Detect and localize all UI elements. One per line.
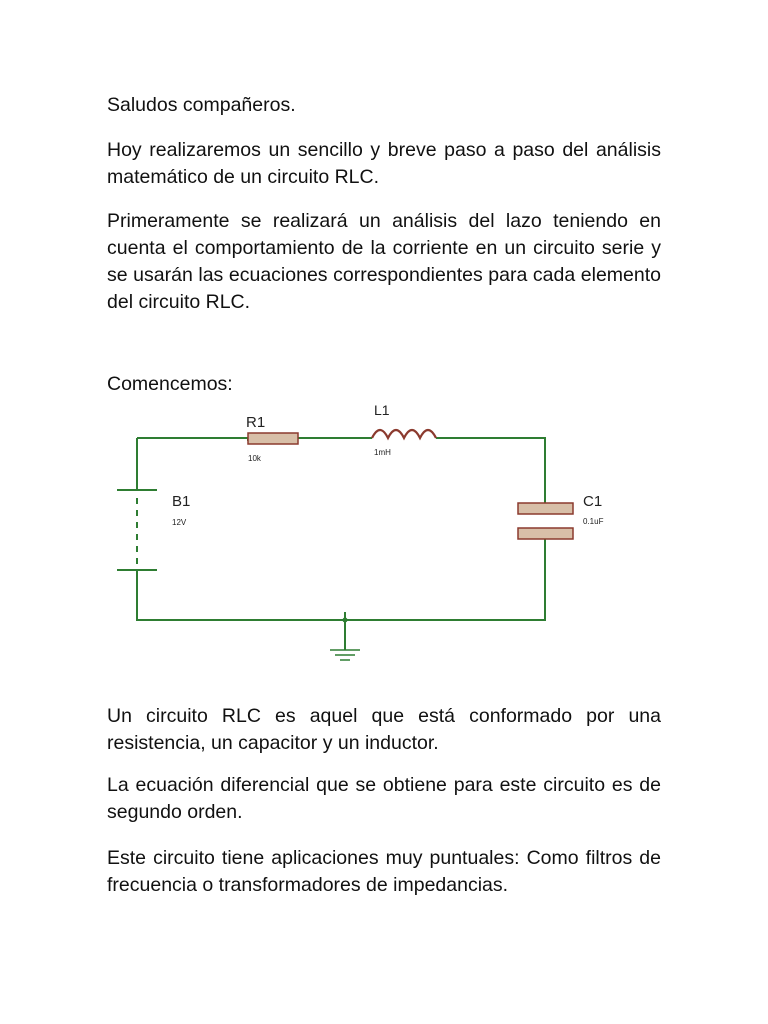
circuit-wires (137, 438, 545, 650)
battery-value: 12V (172, 518, 187, 527)
inductor-value: 1mH (374, 448, 391, 457)
inductor-coil (372, 430, 436, 438)
lets-start-paragraph: Comencemos: (107, 373, 233, 395)
resistor-r1 (246, 414, 298, 463)
analysis-paragraph: Primeramente se realizará un análisis del lazo teniendo en cuenta el comportamiento de la corriente en un circuito serie y se usarán las ecuaciones correspondientes para cada elemento del circuito RLC. (107, 210, 661, 313)
wire-top-right (436, 438, 545, 503)
battery-b1 (117, 490, 190, 570)
battery-name: B1 (172, 493, 191, 510)
applications-paragraph: Este circuito tiene aplicaciones muy puntuales: Como filtros de frecuencia o transformadores de impedancias. (107, 847, 661, 896)
inductor-name: L1 (374, 402, 390, 418)
capacitor-plate-bottom (518, 528, 573, 539)
capacitor-plate-top (518, 503, 573, 514)
intro-paragraph: Hoy realizaremos un sencillo y breve paso a paso del análisis matemático de un circuito RLC. (107, 139, 661, 188)
resistor-name: R1 (246, 414, 266, 431)
wire-top-left (137, 438, 248, 441)
capacitor-value: 0.1uF (583, 517, 604, 526)
ground-junction (343, 618, 348, 623)
capacitor-name: C1 (583, 493, 603, 510)
inductor-l1 (372, 402, 436, 457)
rlc-definition-paragraph: Un circuito RLC es aquel que está conformado por una resistencia, un capacitor y un inductor. (107, 705, 661, 754)
differential-equation-paragraph: La ecuación diferencial que se obtiene para este circuito es de segundo orden. (107, 774, 661, 823)
wire-right-lower (137, 538, 545, 620)
resistor-value: 10k (248, 454, 261, 463)
capacitor-c1 (518, 493, 604, 539)
resistor-body (248, 433, 298, 444)
greeting-paragraph: Saludos compañeros. (107, 94, 296, 116)
rlc-circuit-diagram (100, 400, 640, 680)
